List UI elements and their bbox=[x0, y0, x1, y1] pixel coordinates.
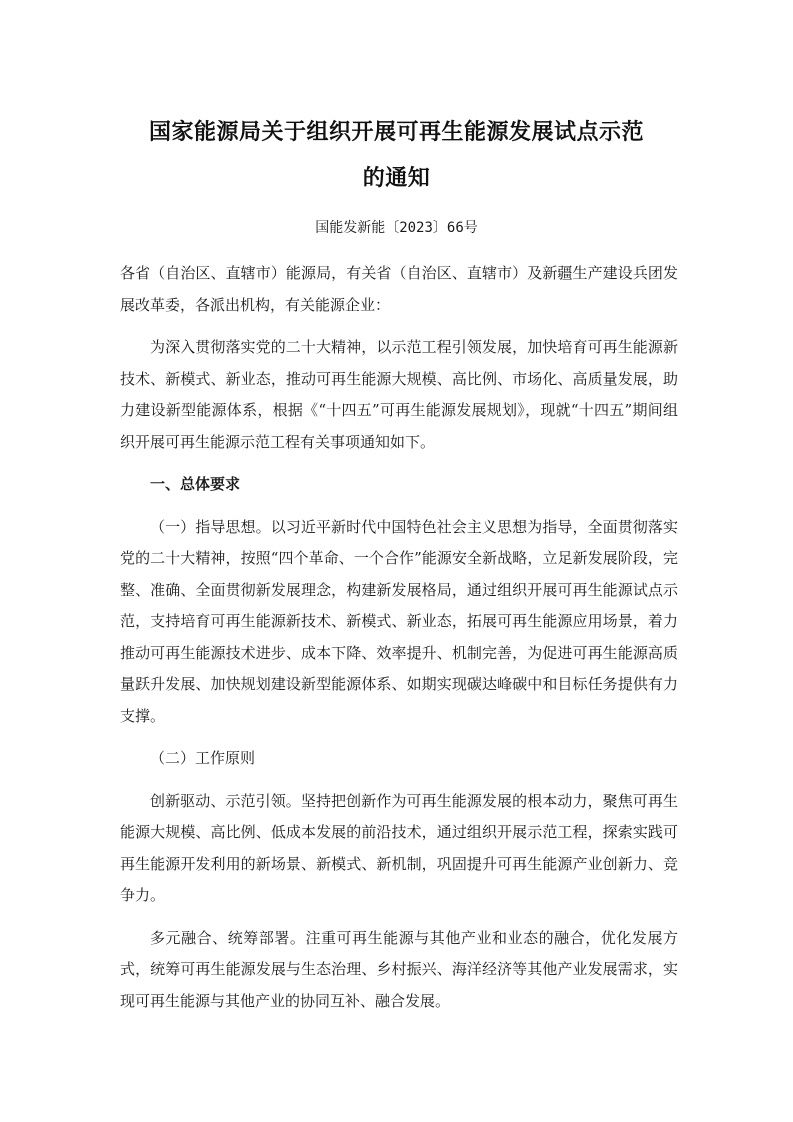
guiding-ideology-text: 以习近平新时代中国特色社会主义思想为指导，全面贯彻落实党的二十大精神，按照“四个革命、一个合作”能源安全新战略，立足新发展阶段，完整、准确、全面贯彻新发展理念，构建新发展格局，通过组织开展可再生能源试点示范，支持培育可再生能源新技术、新模式、新业态，拓展可再生能源应用场景，着力推动可再生能源技术进步、成本下降、效率提升、机制完善，为促进可再生能源高质量跃升发展、加快规划建设新型能源体系、如期实现碳达峰碳中和目标任务提供有力支撑。 bbox=[120, 517, 678, 725]
document-number: 国能发新能〔2023〕66号 bbox=[315, 220, 478, 236]
intro-paragraph: 为深入贯彻落实党的二十大精神，以示范工程引领发展，加快培育可再生能源新技术、新模式、新业态，推动可再生能源大规模、高比例、市场化、高质量发展，助力建设新型能源体系，根据《“十四五”可再生能源发展规划》，现就“十四五”期间组织开展可再生能源示范工程有关事项通知如下。 bbox=[120, 338, 678, 451]
section-heading-general-requirements: 一、总体要求 bbox=[150, 475, 241, 493]
principle-innovation-paragraph: 创新驱动、示范引领。坚持把创新作为可再生能源发展的根本动力，聚焦可再生能源大规模、高比例、低成本发展的前沿技术，通过组织开展示范工程，探索实践可再生能源开发利用的新场景、新模式、新机制，巩固提升可再生能源产业创新力、竞争力。 bbox=[120, 791, 678, 904]
guiding-ideology-paragraph bbox=[120, 512, 678, 733]
document-body bbox=[120, 258, 678, 1028]
document-title bbox=[110, 110, 683, 202]
title-line-2: 的通知 bbox=[362, 166, 431, 191]
guiding-ideology-heading: （一）指导思想。 bbox=[150, 517, 271, 536]
title-line-1: 国家能源局关于组织开展可再生能源发展试点示范 bbox=[148, 120, 644, 145]
addressee-paragraph: 各省（自治区、直辖市）能源局，有关省（自治区、直辖市）及新疆生产建设兵团发展改革委，各派出机构，有关能源企业： bbox=[120, 264, 678, 314]
work-principles-heading: （二）工作原则 bbox=[150, 749, 256, 767]
principle-integration-paragraph: 多元融合、统筹部署。注重可再生能源与其他产业和业态的融合，优化发展方式，统筹可再生能源发展与生态治理、乡村振兴、海洋经济等其他产业发展需求，实现可再生能源与其他产业的协同互补、融合发展。 bbox=[120, 928, 678, 1010]
